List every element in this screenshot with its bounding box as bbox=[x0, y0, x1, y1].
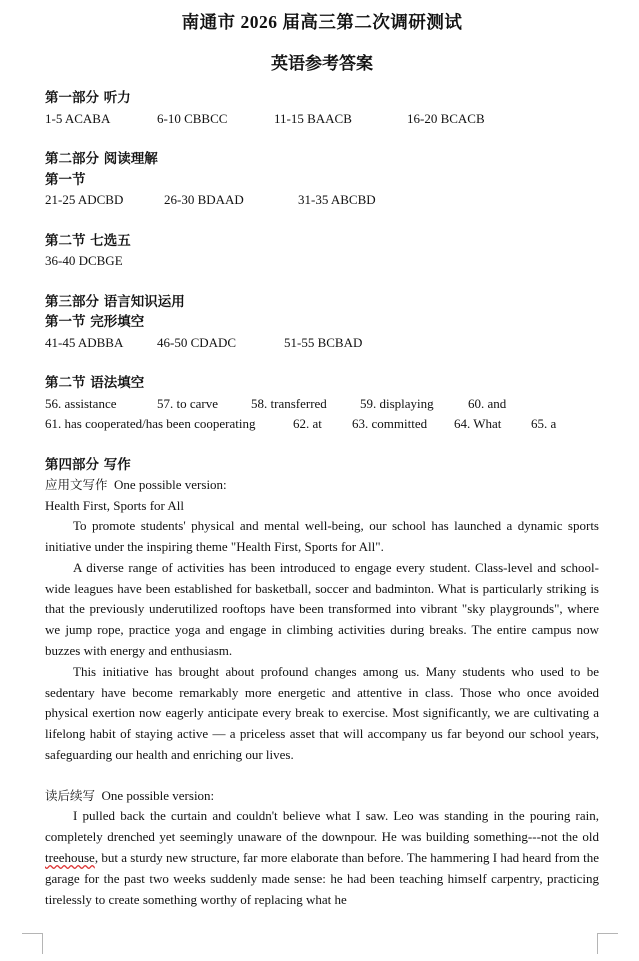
grammar-answer: 65. a bbox=[531, 416, 557, 431]
essay-paragraph: This initiative has brought about profound changes among us. Many students who used to be sedentary have become remarkably more energetic and attentive in class. Those who once avoided physical exertion now eagerly anticipate every break to exercise. Most significantly, we are cultivating a lifelong habit of staying active — a priceless asset that will accompany us far beyond our school years, safeguarding our health and enriching our lives. bbox=[45, 663, 599, 763]
part3-section1-answers bbox=[45, 333, 599, 354]
answer-group: 36-40 DCBGE bbox=[45, 253, 123, 268]
applied-writing-label bbox=[45, 475, 599, 496]
grammar-answer: 56. assistance bbox=[45, 395, 117, 411]
grammar-answer: 61. has cooperated/has been cooperating bbox=[45, 416, 256, 431]
part2-section2-answers bbox=[45, 251, 599, 272]
part3-heading: 第三部分 语言知识运用 bbox=[45, 293, 185, 310]
applied-writing-label-en: One possible version: bbox=[114, 477, 227, 492]
continuation-writing-label bbox=[45, 786, 599, 807]
continuation-paragraph bbox=[45, 806, 599, 910]
spellcheck-flagged-word: treehouse bbox=[45, 849, 95, 865]
part2-section1-heading: 第一节 bbox=[45, 171, 86, 188]
answer-group: 31-35 ABCBD bbox=[298, 192, 376, 207]
part1-answers bbox=[45, 109, 599, 130]
grammar-answer: 62. at bbox=[293, 416, 322, 431]
grammar-answer: 60. and bbox=[468, 395, 507, 411]
page-title: 南通市 2026 届高三第二次调研测试 bbox=[181, 12, 463, 32]
answer-group: 16-20 BCACB bbox=[407, 110, 485, 126]
grammar-answer: 57. to carve bbox=[157, 395, 219, 411]
answer-group: 26-30 BDAAD bbox=[164, 192, 244, 207]
answer-group: 1-5 ACABA bbox=[45, 110, 111, 126]
part2-section1-answers bbox=[45, 190, 599, 211]
part2-section2-heading: 第二节 七选五 bbox=[45, 232, 131, 249]
continuation-text-before: I pulled back the curtain and couldn't believe what I saw. Leo was standing in the pouring rain, completely drenched yet seemingly unaware of the downpour. He was building something---not the old bbox=[45, 808, 599, 845]
grammar-answer: 63. committed bbox=[352, 416, 428, 431]
part3-section1-heading: 第一节 完形填空 bbox=[45, 314, 145, 330]
essay-paragraph: To promote students' physical and mental well-being, our school has launched a dynamic sports initiative under the inspiring theme "Health First, Sports for All". bbox=[45, 518, 599, 555]
document-content bbox=[45, 10, 599, 910]
answer-group: 6-10 CBBCC bbox=[157, 110, 228, 126]
answer-group: 41-45 ADBBA bbox=[45, 334, 124, 350]
essay-paragraph: A diverse range of activities has been introduced to engage every student. Class-level and school-wide leagues have been established for basketball, soccer and badminton. What is particularly striking is that the previously underutilized rooftops have been transformed into vibrant "sky playgrounds", where we jump rope, practice yoga and engage in climbing activities during breaks. The entire campus now buzzes with energy and enthusiasm. bbox=[45, 559, 599, 659]
page-subtitle: 英语参考答案 bbox=[271, 54, 373, 73]
part3-section2-heading: 第二节 语法填空 bbox=[45, 375, 145, 391]
answer-group: 46-50 CDADC bbox=[157, 334, 237, 350]
answer-group: 11-15 BAACB bbox=[274, 110, 352, 126]
answer-group: 21-25 ADCBD bbox=[45, 192, 124, 207]
essay-title: Health First, Sports for All bbox=[45, 497, 185, 513]
continuation-writing-label-en: One possible version: bbox=[101, 787, 215, 803]
grammar-answer: 59. displaying bbox=[360, 395, 434, 411]
crop-mark-bottom-left bbox=[22, 933, 43, 954]
part4-heading: 第四部分 写作 bbox=[45, 456, 131, 473]
continuation-text-after: , but a sturdy new structure, far more elaborate than before. The hammering I had heard from the garage for the past two weeks suddenly made sense: he had been teaching himself carpentry, practicing tirelessly to create something worthy of replacing what he bbox=[45, 849, 599, 907]
continuation-writing-label-cn: 读后续写 bbox=[45, 787, 96, 803]
grammar-answers-row2 bbox=[45, 414, 599, 435]
answer-group: 51-55 BCBAD bbox=[284, 334, 363, 350]
applied-writing-label-cn: 应用文写作 bbox=[45, 477, 108, 492]
grammar-answers-row1 bbox=[45, 394, 599, 415]
crop-mark-bottom-right bbox=[597, 933, 618, 954]
part1-heading: 第一部分 听力 bbox=[45, 90, 131, 106]
part2-heading: 第二部分 阅读理解 bbox=[45, 151, 158, 167]
grammar-answer: 64. What bbox=[454, 416, 502, 431]
grammar-answer: 58. transferred bbox=[251, 395, 327, 411]
